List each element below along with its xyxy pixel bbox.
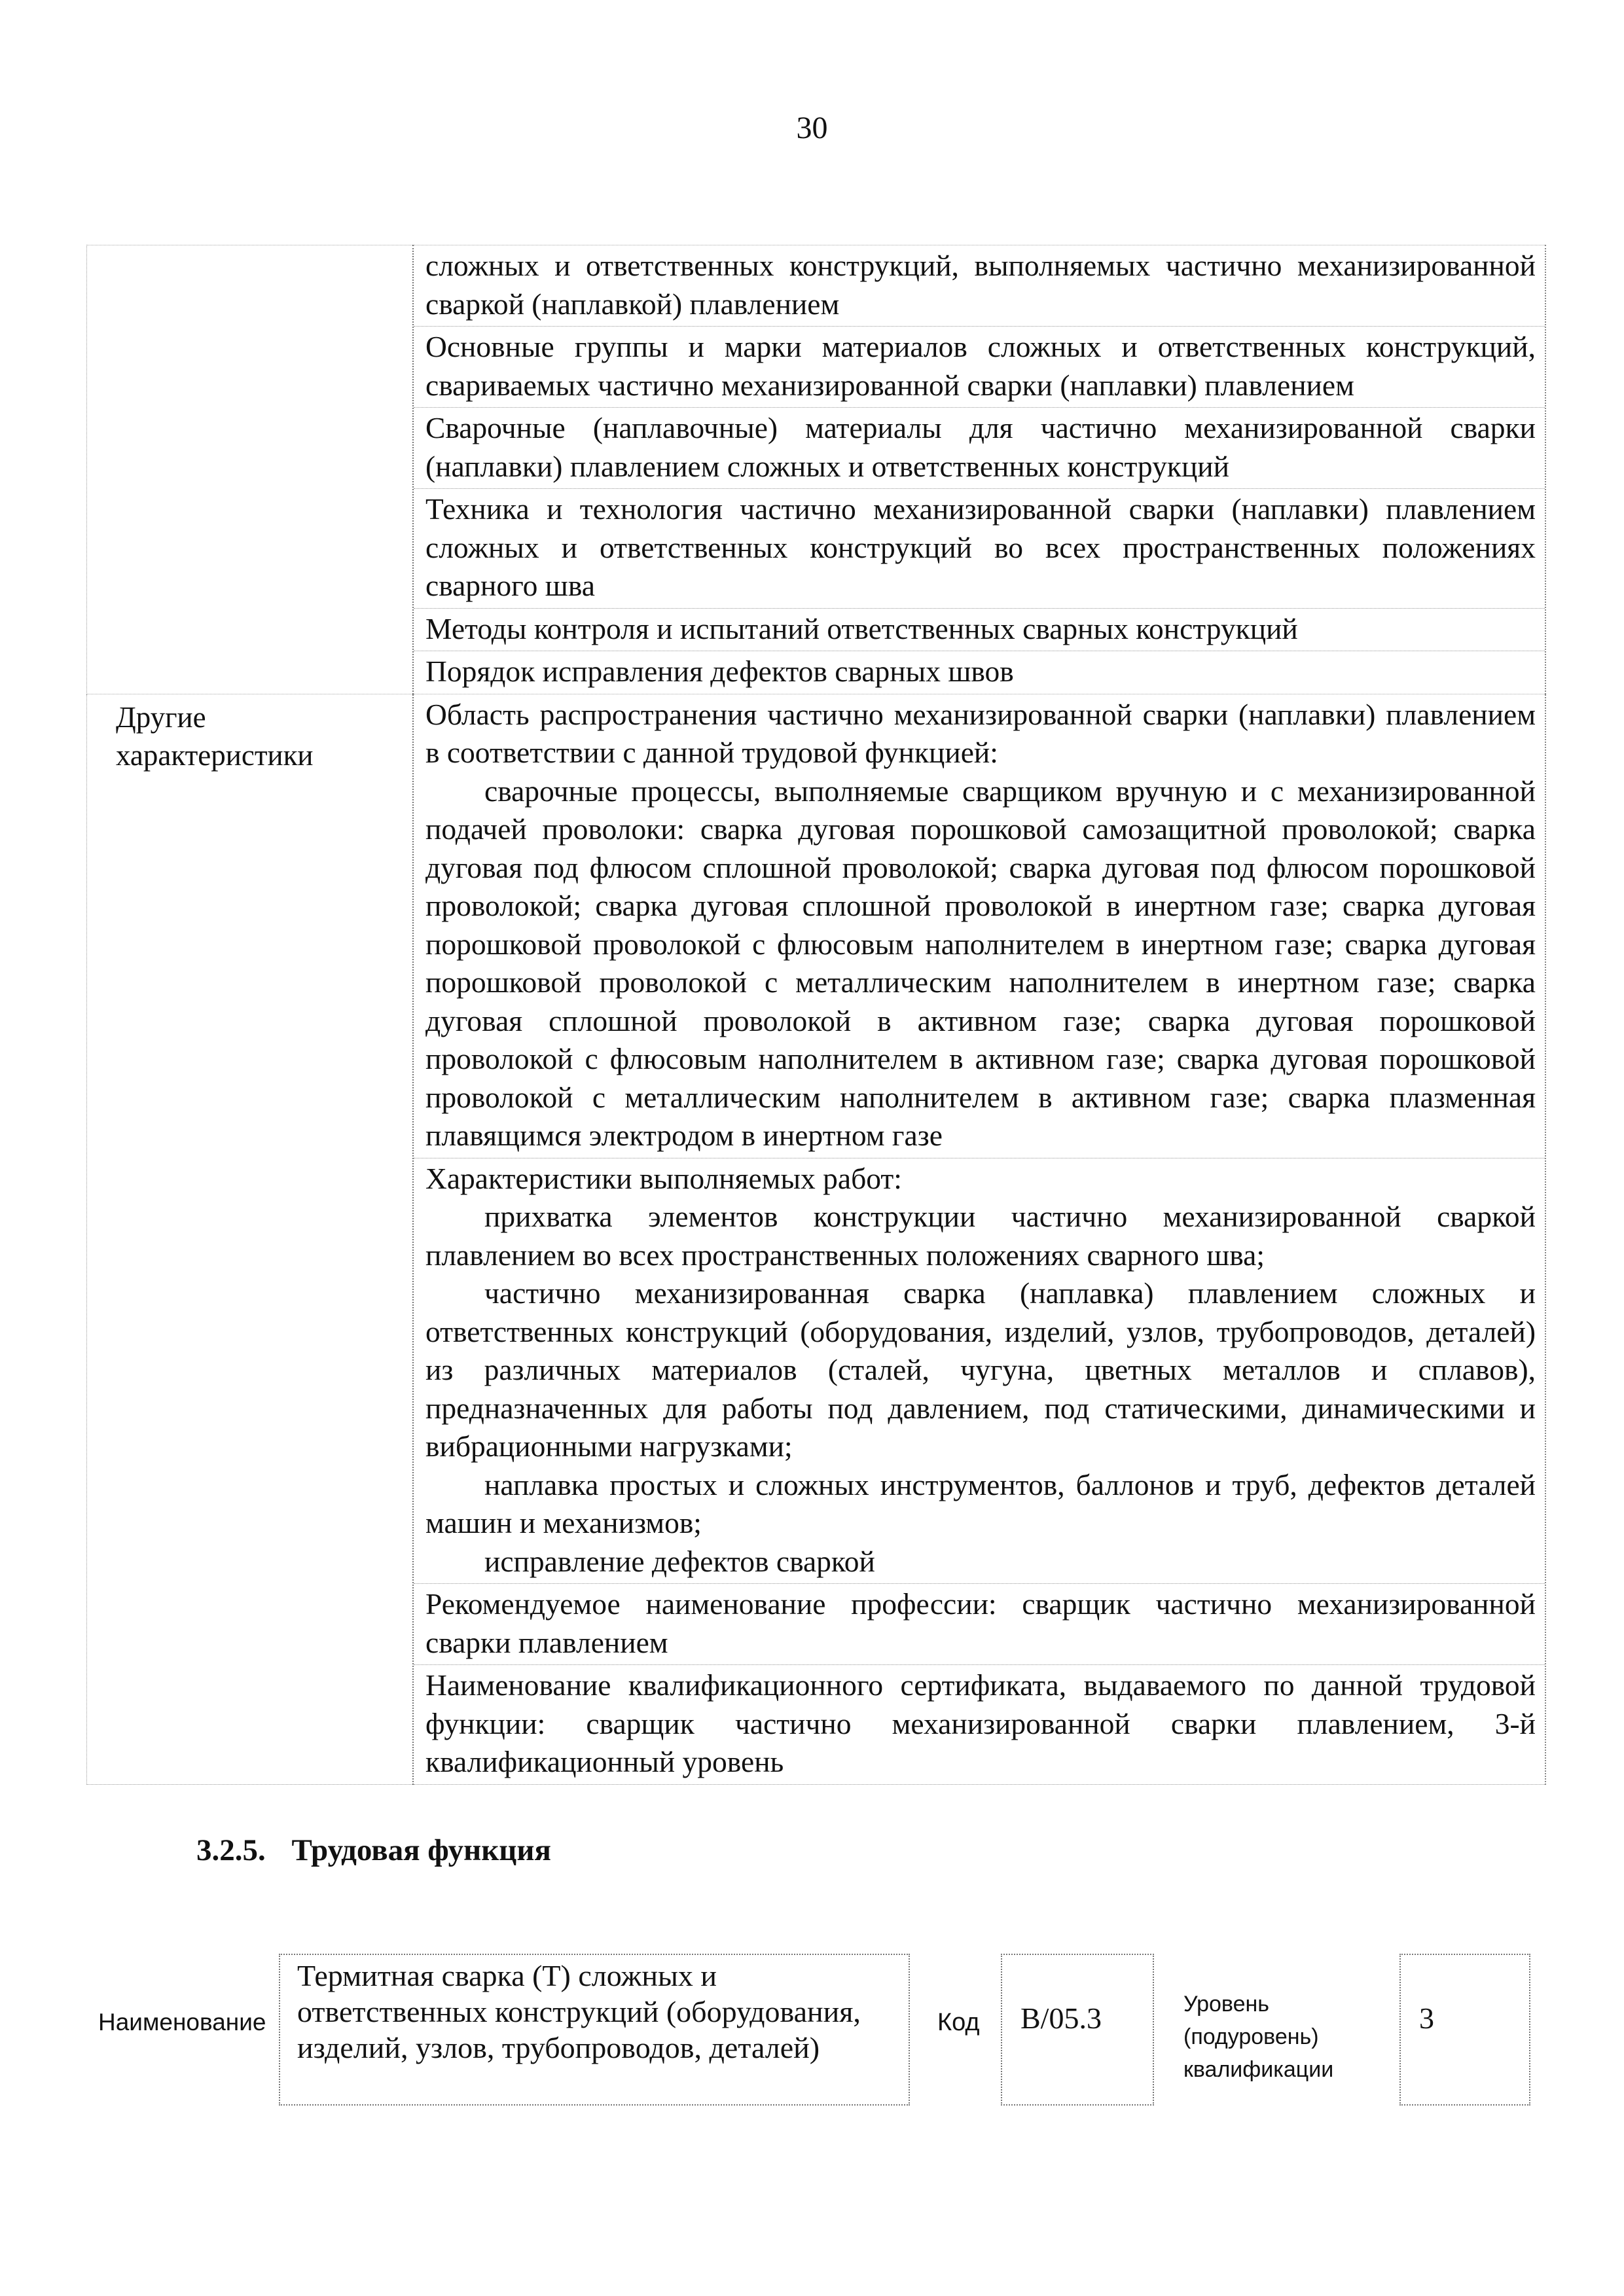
work-item: прихватка элементов конструкции частично механизированной сваркой плавлением во всех пространственных положениях сварного шва; xyxy=(425,1200,1536,1272)
scope-block xyxy=(414,694,1545,1158)
empty-label-cell xyxy=(87,245,414,694)
scope-processes: сварочные процессы, выполняемые сварщиком вручную и с механизированной подачей проволоки: сварка дуговая порошковой самозащитной проволокой; сварка дуговая под флюсом сплошной проволокой; сварка дуговая под флюсом порошковой проволокой; сварка дуговая сплошной проволокой в инертном газе; сварка дуговая порошковой проволокой с флюсовым наполнителем в инертном газе; сварка дуговая порошковой проволокой с металлическим наполнителем в инертном газе; сварка дуговая сплошной проволокой в активном газе; сварка дуговая порошковой проволокой с флюсовым наполнителем в активном газе; сварка дуговая порошковой проволокой с металлическим наполнителем в активном газе; сварка плазменная плавящимся электродом в инертном газе xyxy=(425,774,1536,1152)
knowledge-item: Техника и технология частично механизированной сварки (наплавки) плавлением сложных и ответственных конструкций во всех пространственных положениях сварного шва xyxy=(414,489,1545,609)
work-characteristics-title: Характеристики выполняемых работ: xyxy=(425,1161,902,1195)
knowledge-item: сложных и ответственных конструкций, выполняемых частично механизированной сваркой (наплавкой) плавлением xyxy=(414,245,1545,327)
other-characteristics-cell xyxy=(413,694,1545,1784)
level-label-text: Уровень (подуровень) квалификации xyxy=(1183,1992,1334,2082)
name-label: Наименование xyxy=(98,2009,266,2036)
page-number: 30 xyxy=(796,111,828,145)
section-number: 3.2.5. xyxy=(196,1833,266,1867)
section-heading xyxy=(196,1833,551,1868)
work-item: исправление дефектов сваркой xyxy=(484,1544,875,1578)
characteristics-table xyxy=(86,245,1546,1785)
work-item: наплавка простых и сложных инструментов, баллонов и труб, дефектов деталей машин и механизмов; xyxy=(425,1467,1536,1539)
table-row xyxy=(87,694,1546,1784)
knowledge-item: Основные группы и марки материалов сложных и ответственных конструкций, свариваемых частично механизированной сварки (наплавки) плавлением xyxy=(414,327,1545,408)
recommended-profession: Рекомендуемое наименование профессии: сварщик частично механизированной сварки плавлением xyxy=(414,1584,1545,1665)
work-characteristics-block xyxy=(414,1158,1545,1585)
scope-intro: Область распространения частично механизированной сварки (наплавки) плавлением в соответствии с данной трудовой функцией: xyxy=(425,697,1536,769)
code-label: Код xyxy=(937,2009,980,2036)
function-name-box: Термитная сварка (Т) сложных и ответственных конструкций (оборудования, изделий, узлов, трубопроводов, деталей) xyxy=(279,1954,910,2106)
knowledge-cell xyxy=(413,245,1545,694)
knowledge-item: Порядок исправления дефектов сварных швов xyxy=(425,655,1014,688)
level-label xyxy=(1183,1988,1334,2086)
table-row xyxy=(87,245,1546,694)
section-title: Трудовая функция xyxy=(291,1833,551,1867)
certificate-name: Наименование квалификационного сертификата, выдаваемого по данной трудовой функции: сварщик частично механизированной сварки плавлением, 3-й квалификационный уровень xyxy=(425,1668,1536,1778)
knowledge-item: Методы контроля и испытаний ответственных сварных конструкций xyxy=(414,609,1545,652)
function-header-table xyxy=(86,1954,1546,2109)
other-characteristics-label: Другие характеристики xyxy=(87,694,414,1784)
function-level-box: 3 xyxy=(1399,1954,1530,2106)
function-code-box: В/05.3 xyxy=(1001,1954,1154,2106)
work-item: частично механизированная сварка (наплавка) плавлением сложных и ответственных конструкций (оборудования, изделий, узлов, трубопроводов, деталей) из различных материалов (сталей, чугуна, цветных металлов и сплавов), предназначенных для работы под давлением, под статическими, динамическими и вибрационными нагрузками; xyxy=(425,1276,1536,1463)
knowledge-item: Сварочные (наплавочные) материалы для частично механизированной сварки (наплавки) плавлением сложных и ответственных конструкций xyxy=(414,408,1545,489)
